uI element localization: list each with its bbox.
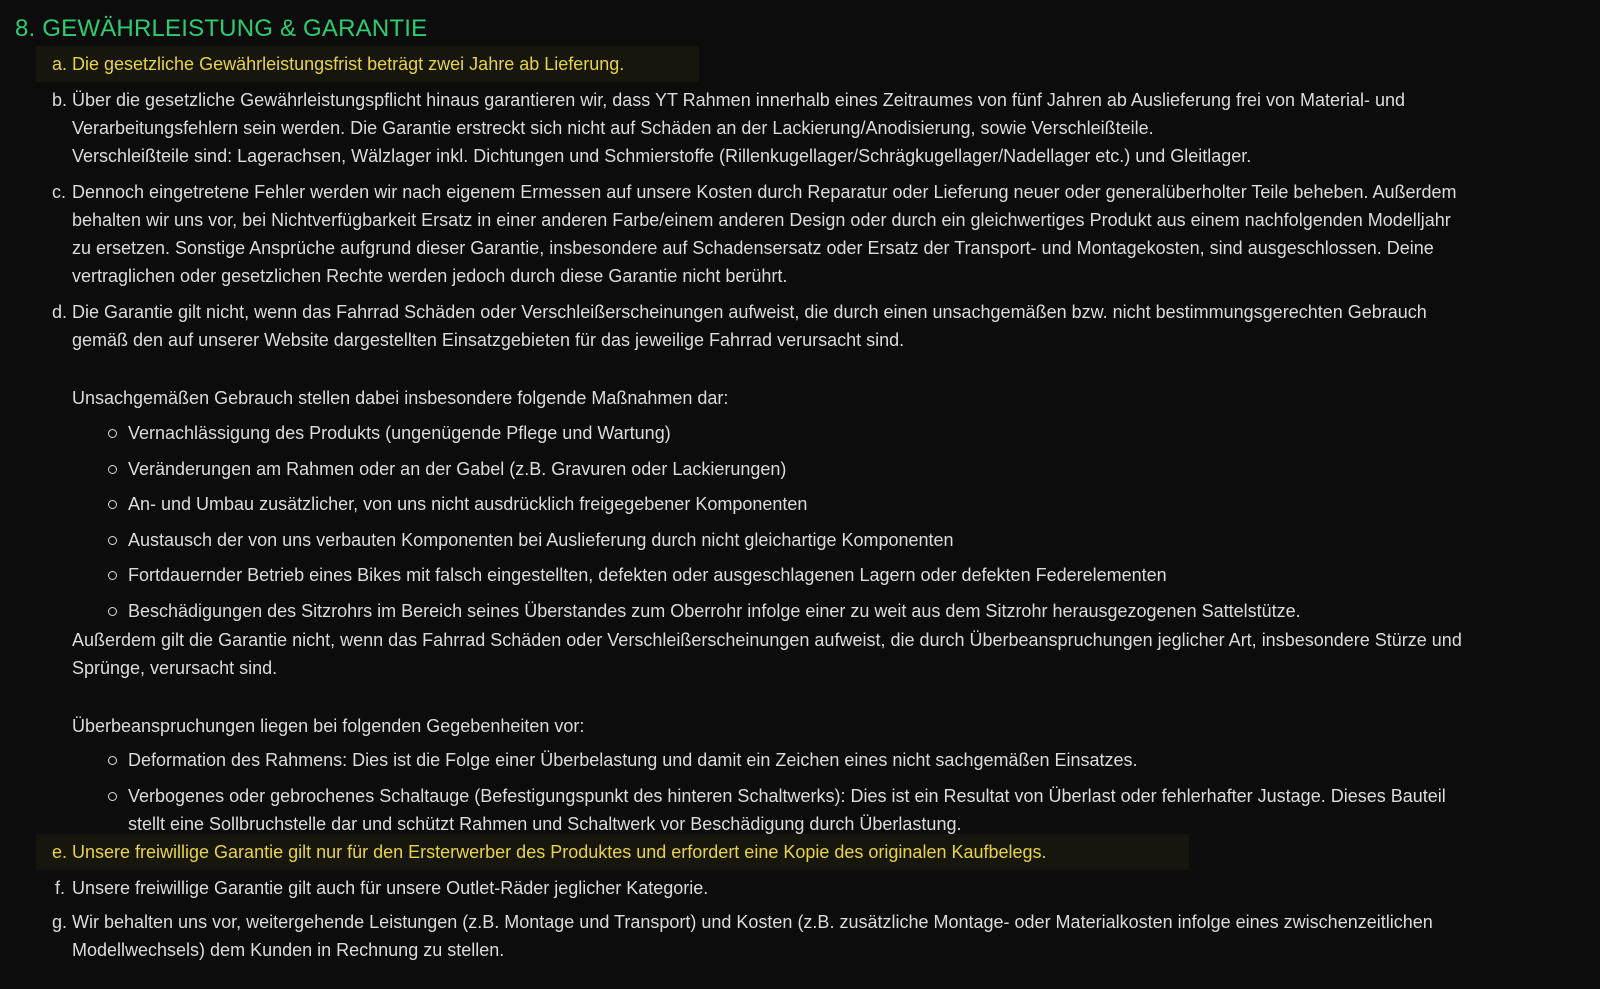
item-text-e: Unsere freiwillige Garantie gilt nur für den Ersterwerber des Produktes und erfordert eine Kopie des originalen Kaufbelegs. bbox=[72, 842, 1047, 862]
bullet-circle-icon bbox=[108, 429, 117, 438]
item-text-c-line-3: zu ersetzen. Sonstige Ansprüche aufgrund dieser Garantie, insbesondere auf Schadensersatz oder Ersatz der Transport- und Montagekosten, sind ausgeschlossen. Deine bbox=[72, 238, 1434, 258]
item-text-b-line-3: Verschleißteile sind: Lagerachsen, Wälzlager inkl. Dichtungen und Schmierstoffe (Rillenkugellager/Schrägkugellager/Nadellager etc.) und Gleitlager. bbox=[72, 146, 1252, 166]
item-text-a: Die gesetzliche Gewährleistungsfrist beträgt zwei Jahre ab Lieferung. bbox=[72, 54, 625, 74]
overload-intro: Überbeanspruchungen liegen bei folgenden Gegebenheiten vor: bbox=[72, 716, 585, 736]
bullet-circle-icon bbox=[108, 792, 117, 801]
item-text-d-line-2: gemäß den auf unserer Website dargestellten Einsatzgebieten für das jeweilige Fahrrad verursacht sind. bbox=[72, 330, 905, 350]
overload-bullet-text-2-cont: stellt eine Sollbruchstelle dar und schützt Rahmen und Schaltwerk vor Beschädigung durch Überlastung. bbox=[128, 814, 962, 834]
overload-paragraph-line-1: Außerdem gilt die Garantie nicht, wenn das Fahrrad Schäden oder Verschleißerscheinungen aufweist, die durch Überbeanspruchungen jeglicher Art, insbesondere Stürze und bbox=[72, 630, 1462, 650]
item-text-f: Unsere freiwillige Garantie gilt auch für unsere Outlet-Räder jeglicher Kategorie. bbox=[72, 878, 709, 898]
overload-bullet-text-2: Verbogenes oder gebrochenes Schaltauge (Befestigungspunkt des hinteren Schaltwerks): Dies ist ein Resultat von Überlast oder fehlerhafter Justage. Dieses Bauteil bbox=[128, 786, 1446, 806]
misuse-bullet-text-5: Fortdauernder Betrieb eines Bikes mit falsch eingestellten, defekten oder ausgeschlagenen Lagern oder defekten Federelementen bbox=[128, 565, 1167, 585]
item-text-g-line-1: Wir behalten uns vor, weitergehende Leistungen (z.B. Montage und Transport) und Kosten (z.B. zusätzliche Montage- oder Materialkosten infolge eines zwischenzeitlichen bbox=[72, 912, 1433, 932]
item-marker-a: a. bbox=[52, 54, 68, 74]
bullet-circle-icon bbox=[108, 607, 117, 616]
item-marker-e: e. bbox=[52, 842, 68, 862]
misuse-bullet-text-1: Vernachlässigung des Produkts (ungenügende Pflege und Wartung) bbox=[128, 423, 671, 443]
misuse-intro: Unsachgemäßen Gebrauch stellen dabei insbesondere folgende Maßnahmen dar: bbox=[72, 388, 729, 408]
bullet-circle-icon bbox=[108, 536, 117, 545]
item-text-b-line-2: Verarbeitungsfehlern sein werden. Die Garantie erstreckt sich nicht auf Schäden an der Lackierung/Anodisierung, sowie Verschleißteile. bbox=[72, 118, 1154, 138]
item-marker-f: f. bbox=[55, 878, 66, 898]
section-title: 8. GEWÄHRLEISTUNG & GARANTIE bbox=[15, 15, 428, 42]
item-marker-c: c. bbox=[52, 182, 67, 202]
bullet-circle-icon bbox=[108, 465, 117, 474]
item-marker-b: b. bbox=[52, 90, 68, 110]
item-text-c-line-1: Dennoch eingetretene Fehler werden wir nach eigenem Ermessen auf unsere Kosten durch Reparatur oder Lieferung neuer oder generalüberholter Teile beheben. Außerdem bbox=[72, 182, 1457, 202]
bullet-circle-icon bbox=[108, 571, 117, 580]
item-text-c-line-2: behalten wir uns vor, bei Nichtverfügbarkeit Ersatz in einer anderen Farbe/einem anderen Design oder durch ein gleichwertiges Produkt aus einem nachfolgenden Modelljahr bbox=[72, 210, 1451, 230]
item-text-g-line-2: Modellwechsels) dem Kunden in Rechnung zu stellen. bbox=[72, 940, 505, 960]
misuse-bullet-text-3: An- und Umbau zusätzlicher, von uns nicht ausdrücklich freigegebener Komponenten bbox=[128, 494, 808, 514]
bullet-circle-icon bbox=[108, 500, 117, 509]
overload-paragraph-line-2: Sprünge, verursacht sind. bbox=[72, 658, 278, 678]
item-text-c-line-4: vertraglichen oder gesetzlichen Rechte werden jedoch durch diese Garantie nicht berührt. bbox=[72, 266, 788, 286]
bullet-circle-icon bbox=[108, 756, 117, 765]
item-text-d-line-1: Die Garantie gilt nicht, wenn das Fahrrad Schäden oder Verschleißerscheinungen aufweist, die durch einen unsachgemäßen bzw. nicht bestimmungsgerechten Gebrauch bbox=[72, 302, 1427, 322]
item-marker-d: d. bbox=[52, 302, 68, 322]
item-marker-g: g. bbox=[52, 912, 68, 932]
misuse-bullet-text-6: Beschädigungen des Sitzrohrs im Bereich seines Überstandes zum Oberrohr infolge einer zu weit aus dem Sitzrohr herausgezogenen Sattelstütze. bbox=[128, 601, 1301, 621]
overload-bullet-text-1: Deformation des Rahmens: Dies ist die Folge einer Überbelastung und damit ein Zeichen eines nicht sachgemäßen Einsatzes. bbox=[128, 750, 1138, 770]
misuse-bullet-text-2: Veränderungen am Rahmen oder an der Gabel (z.B. Gravuren oder Lackierungen) bbox=[128, 459, 787, 479]
item-text-b-line-1: Über die gesetzliche Gewährleistungspflicht hinaus garantieren wir, dass YT Rahmen innerhalb eines Zeitraumes von fünf Jahren ab Auslieferung frei von Material- und bbox=[72, 90, 1406, 110]
misuse-bullet-text-4: Austausch der von uns verbauten Komponenten bei Auslieferung durch nicht gleichartige Komponenten bbox=[128, 530, 954, 550]
